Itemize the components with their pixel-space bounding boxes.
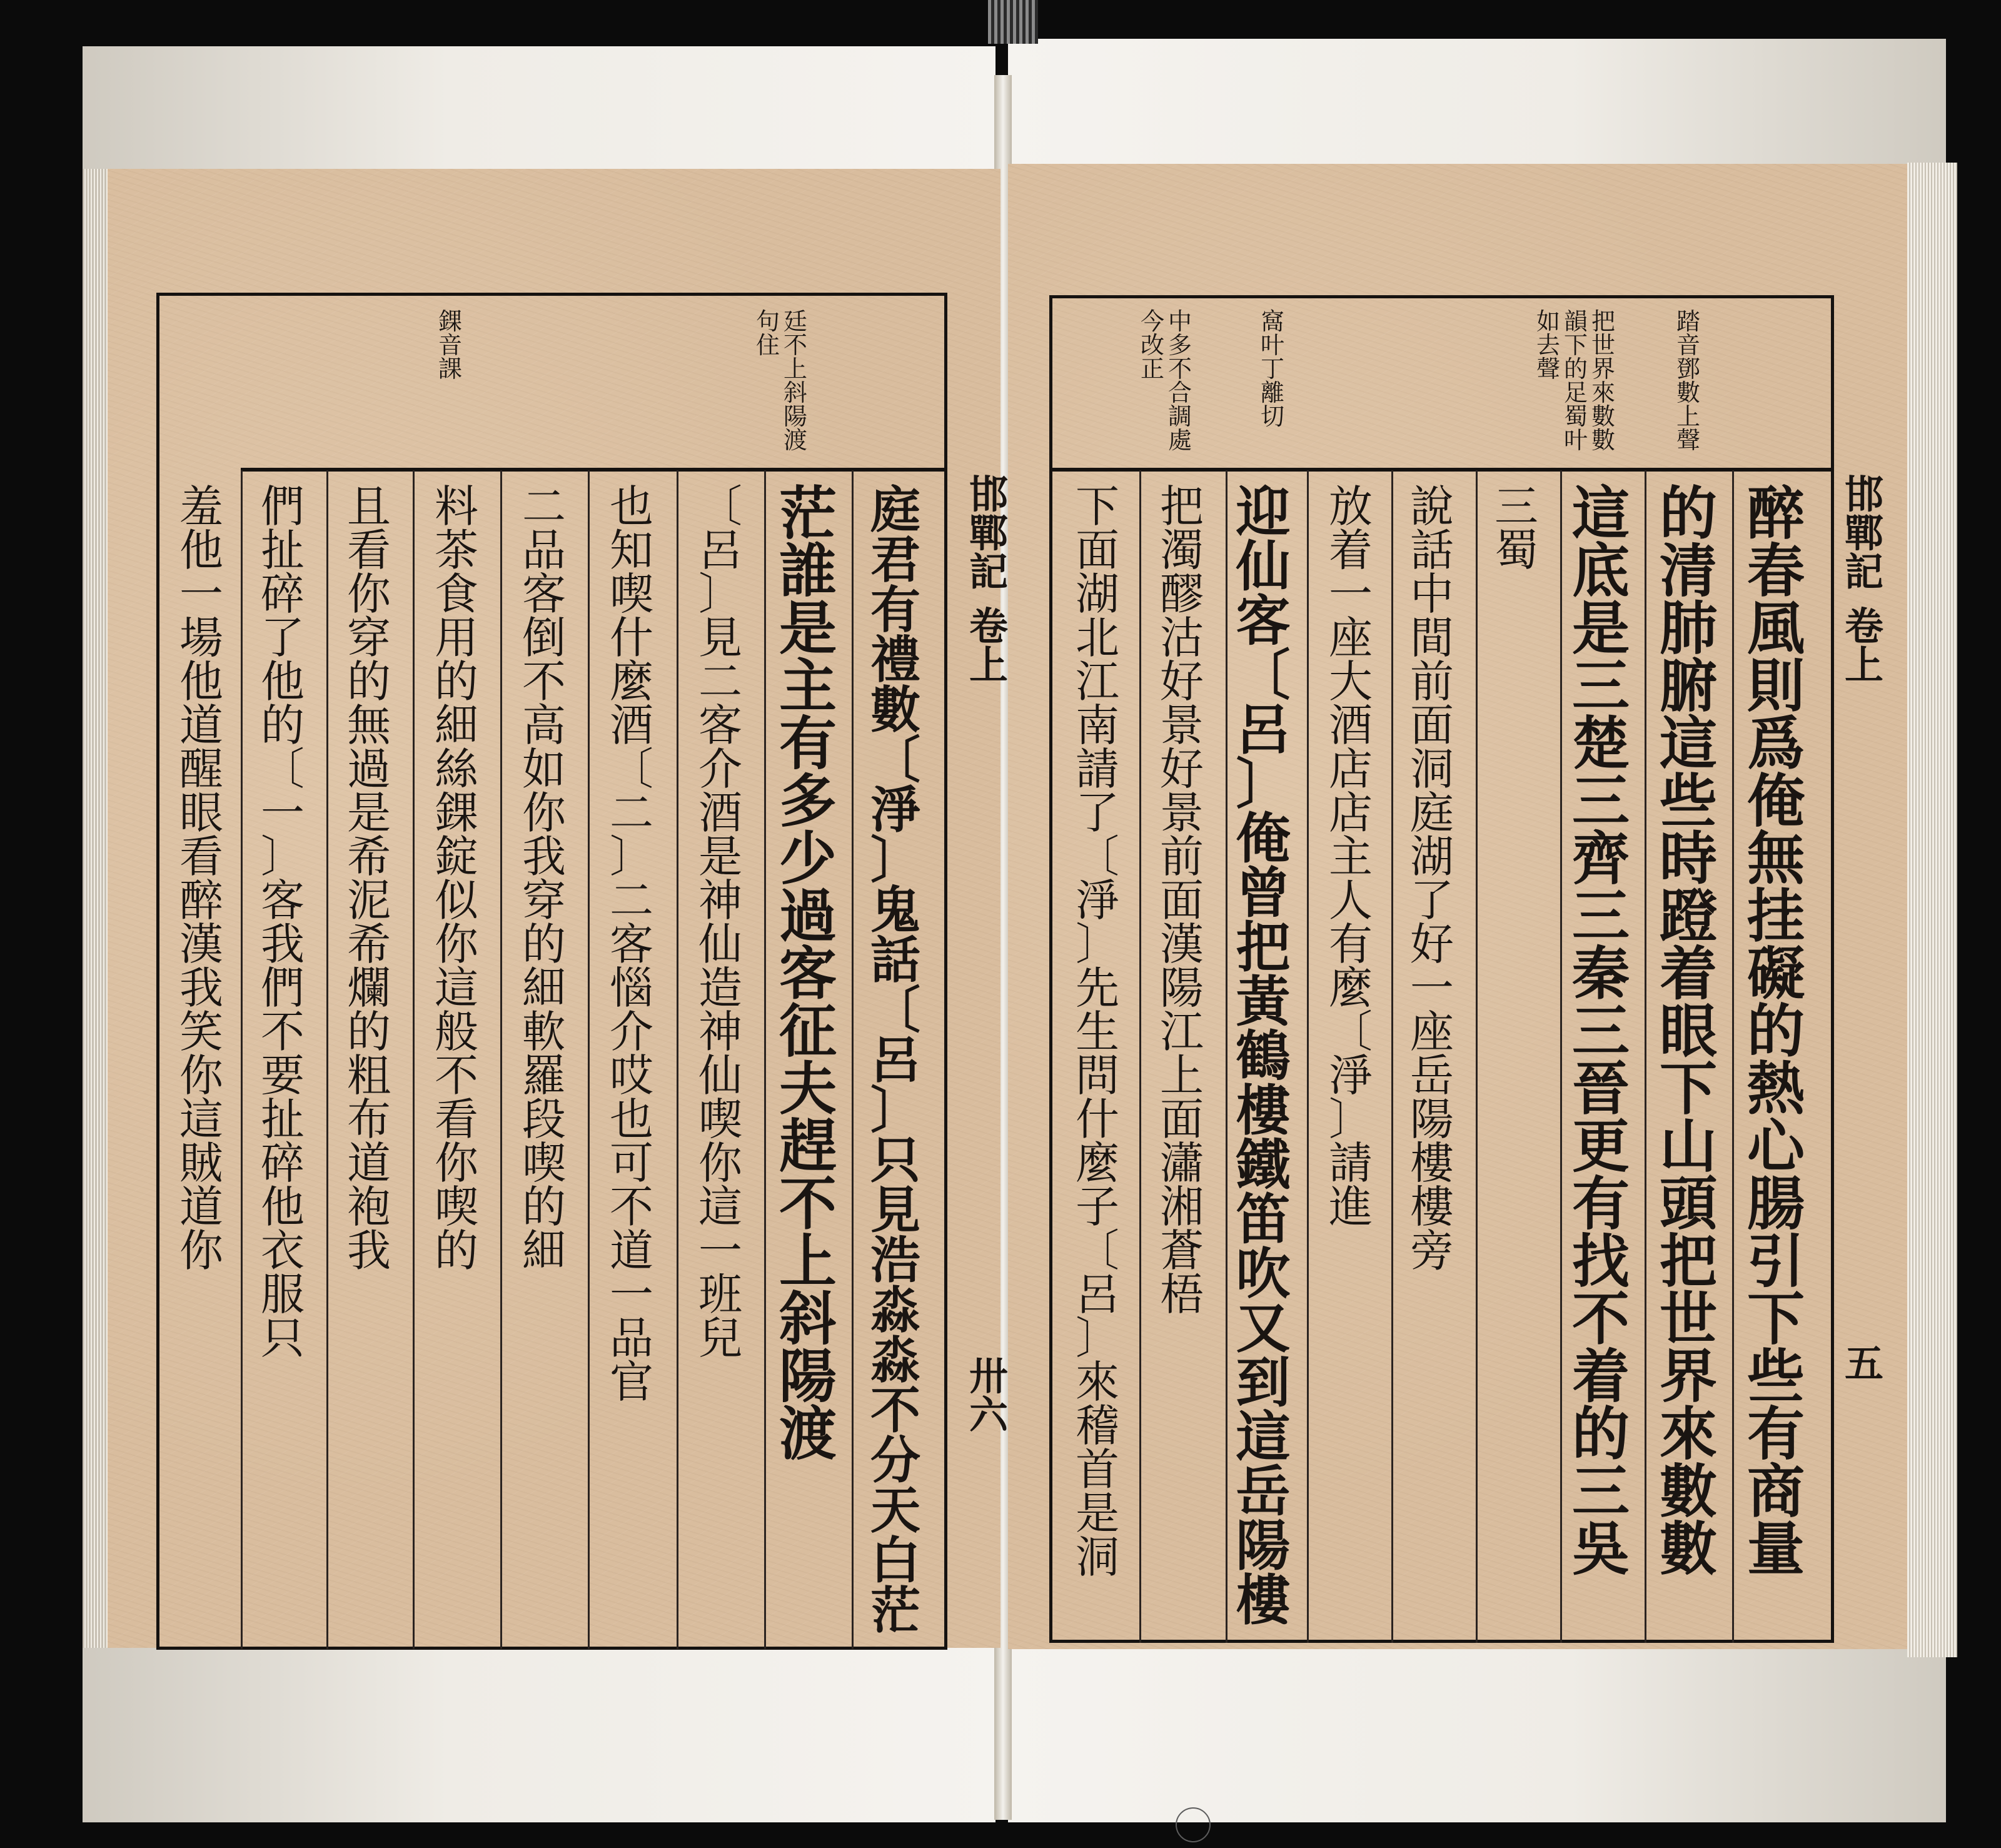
- right-column-6: 放 着 一 座 大 酒 店 店 主 人 有 麼 〔 淨 〕 請 進: [1329, 481, 1373, 1233]
- right-column-rule: [1476, 470, 1478, 1643]
- right-column-4: 三 蜀: [1494, 481, 1538, 576]
- left-column-rule: [764, 470, 766, 1649]
- right-column-9: 下 面 湖 北 江 南 請 了 〔 淨 〕 先 生 問 什 麼 子 〔 呂 〕 來 稽 首 是 洞: [1076, 481, 1119, 1583]
- right-column-2: 的 清 肺 腑 這 些 時 蹬 着 眼 下 山 頭 把 世 界 來 數 數: [1659, 480, 1718, 1583]
- left-column-rule: [500, 470, 502, 1649]
- left-column-rule: [241, 470, 243, 1649]
- right-headnote-2: 把 世 界 來 數 數 韻 下 的 足 蜀 叶 如 去 聲: [1536, 308, 1616, 454]
- right-column-rule: [1645, 470, 1646, 1643]
- left-column-4: 也 知 喫 什 麼 酒 〔 二 〕 二 客 惱 介 哎 也 可 不 道 一 品 官: [610, 481, 653, 1408]
- binding-thread: [988, 0, 1038, 44]
- left-margin-folio: 卅 六: [969, 1353, 1009, 1438]
- right-column-rule: [1391, 470, 1393, 1643]
- library-seal-icon: [1176, 1807, 1211, 1842]
- right-column-8: 把 濁 醪 沽 好 景 好 景 前 面 漢 陽 江 上 面 瀟 湘 蒼 梧: [1160, 481, 1204, 1320]
- left-column-rule: [413, 470, 415, 1649]
- left-column-6: 料 茶 食 用 的 細 絲 錁 錠 似 你 這 般 不 看 你 喫 的: [435, 481, 478, 1276]
- right-margin-folio: 五: [1845, 1341, 1884, 1386]
- right-page-stack: [1907, 163, 1957, 1657]
- right-headnote-3: 窩 叶 丁 離 切: [1260, 308, 1285, 430]
- left-column-rule: [588, 470, 590, 1649]
- left-column-1: 庭 君 有 禮 數 〔 淨 〕 鬼 話 〔 呂 〕 只 見 浩 淼 淼 不 分 天 白 茫: [870, 480, 920, 1640]
- left-column-9: 羞 他 一 場 他 道 醒 眼 看 醉 漢 我 笑 你 這 賊 道 你: [179, 481, 223, 1276]
- left-column-2: 茫 誰 是 主 有 多 少 過 客 征 夫 趕 不 上 斜 陽 渡: [779, 480, 837, 1468]
- left-margin-title: 邯 鄲 記 卷 上: [969, 472, 1009, 688]
- left-page-stack: [83, 169, 108, 1648]
- right-column-rule: [1732, 470, 1734, 1643]
- left-headnote-1: 廷 不 上 斜 陽 渡 句 住: [755, 308, 808, 454]
- left-column-3: 〔 呂 〕 見 二 客 介 酒 是 神 仙 造 神 仙 喫 你 這 一 班 兒: [698, 481, 742, 1364]
- left-column-rule: [677, 470, 678, 1649]
- right-column-rule: [1307, 470, 1309, 1643]
- right-column-rule: [1226, 470, 1227, 1643]
- right-column-7: 迎 仙 客 〔 呂 〕 俺 曾 把 黃 鶴 樓 鐵 笛 吹 又 到 這 岳 陽 樓: [1236, 480, 1291, 1632]
- left-column-8: 們 扯 碎 了 他 的 〔 一 〕 客 我 們 不 要 扯 碎 他 衣 服 只: [261, 481, 305, 1364]
- right-column-rule: [1560, 470, 1562, 1643]
- left-column-rule: [326, 470, 328, 1649]
- right-column-5: 說 話 中 間 前 面 洞 庭 湖 了 好 一 座 岳 陽 樓 樓 旁: [1410, 481, 1454, 1276]
- left-column-rule: [852, 470, 854, 1649]
- right-headnote-1: 踏 音 鄧 數 上 聲: [1676, 308, 1701, 454]
- left-column-5: 二 品 客 倒 不 高 如 你 我 穿 的 細 軟 羅 段 喫 的 細: [522, 481, 566, 1276]
- right-headnote-divider: [1049, 468, 1834, 472]
- right-headnote-4: 中 多 不 合 調 處 今 改 正: [1140, 308, 1192, 454]
- right-margin-title: 邯 鄲 記 卷 上: [1845, 472, 1884, 688]
- left-headnote-2: 錁 音 課: [438, 308, 463, 383]
- right-column-3: 這 底 是 三 楚 三 齊 三 秦 三 晉 更 有 找 不 着 的 三 吳: [1571, 480, 1630, 1583]
- right-column-1: 醉 春 風 則 爲 俺 無 挂 礙 的 熱 心 腸 引 下 些 有 商 量: [1746, 480, 1805, 1583]
- right-column-rule: [1139, 470, 1141, 1643]
- left-column-7: 且 看 你 穿 的 無 過 是 希 泥 希 爛 的 粗 布 道 袍 我: [347, 481, 391, 1276]
